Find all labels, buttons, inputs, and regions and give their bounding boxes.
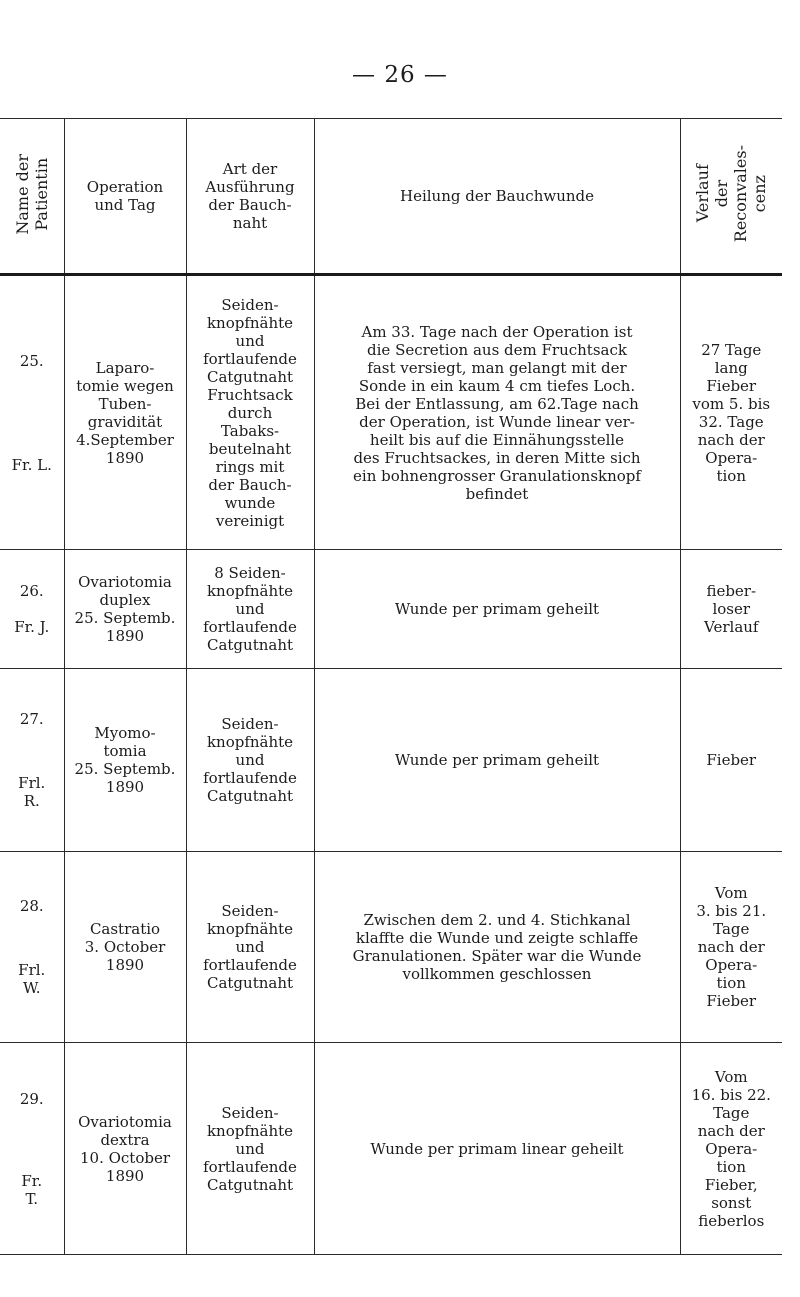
header-name: Name der Patientin: [0, 119, 64, 275]
patient-cell: 28. Frl. W.: [18, 897, 46, 997]
header-heilung: Heilung der Bauchwunde: [314, 119, 680, 275]
heilung-cell: Zwischen dem 2. und 4. Stichkanal klaffte die Wunde und zeigte schlaffe Granulationen. Später war die Wunde vollkommen geschlossen: [314, 852, 680, 1043]
verlauf-cell: Fieber: [680, 669, 782, 852]
patient-cell: 26. Fr. J.: [14, 582, 50, 636]
art-cell: Seiden- knopfnähte und fortlaufende Catgutnaht: [186, 669, 314, 852]
verlauf-cell: 27 Tage lang Fieber vom 5. bis 32. Tage nach der Opera- tion: [680, 275, 782, 550]
table-row: [0, 669, 782, 852]
art-cell: 8 Seiden- knopfnähte und fortlaufende Catgutnaht: [186, 550, 314, 669]
heilung-cell: Am 33. Tage nach der Operation ist die Secretion aus dem Fruchtsack fast versiegt, man gelangt mit der Sonde in ein kaum 4 cm tiefes Loch. Bei der Entlassung, am 62.Tage nach der Operation, ist Wunde linear ver- heilt bis auf die Einnähungsstelle des Fruchtsackes, in deren Mitte sich ein bohnengrosser Granulationsknopf befindet: [314, 275, 680, 550]
header-operation: Operation und Tag: [64, 119, 186, 275]
header-verlauf: Verlauf der Reconvales- cenz: [680, 119, 782, 275]
operation-cell: Laparo- tomie wegen Tuben- gravidität 4.September 1890: [64, 275, 186, 550]
verlauf-cell: fieber- loser Verlauf: [680, 550, 782, 669]
operation-cell: Ovariotomia duplex 25. Septemb. 1890: [64, 550, 186, 669]
heilung-cell: Wunde per primam geheilt: [314, 550, 680, 669]
header-row: [0, 119, 782, 275]
patient-table: [0, 118, 782, 1255]
heilung-cell: Wunde per primam geheilt: [314, 669, 680, 852]
table-row: [0, 275, 782, 550]
art-cell: Seiden- knopfnähte und fortlaufende Catgutnaht: [186, 852, 314, 1043]
patient-cell: 25. Fr. L.: [11, 351, 52, 474]
heilung-cell: Wunde per primam linear geheilt: [314, 1043, 680, 1255]
table-row: [0, 550, 782, 669]
operation-cell: Castratio 3. October 1890: [64, 852, 186, 1043]
table-row: [0, 1043, 782, 1255]
operation-cell: Ovariotomia dextra 10. October 1890: [64, 1043, 186, 1255]
art-cell: Seiden- knopfnähte und fortlaufende Catgutnaht: [186, 1043, 314, 1255]
patient-cell: 29. Fr. T.: [19, 1089, 44, 1208]
art-cell: Seiden- knopfnähte und fortlaufende Catgutnaht Fruchtsack durch Tabaks- beutelnaht rings mit der Bauch- wunde vereinigt: [186, 275, 314, 550]
verlauf-cell: Vom 3. bis 21. Tage nach der Opera- tion Fieber: [680, 852, 782, 1043]
operation-cell: Myomo- tomia 25. Septemb. 1890: [64, 669, 186, 852]
verlauf-cell: Vom 16. bis 22. Tage nach der Opera- tion Fieber, sonst fieberlos: [680, 1043, 782, 1255]
page-number: — 26 —: [352, 62, 448, 88]
table-row: [0, 852, 782, 1043]
patient-cell: 27. Frl. R.: [18, 710, 46, 810]
header-art: Art der Ausführung der Bauch- naht: [186, 119, 314, 275]
